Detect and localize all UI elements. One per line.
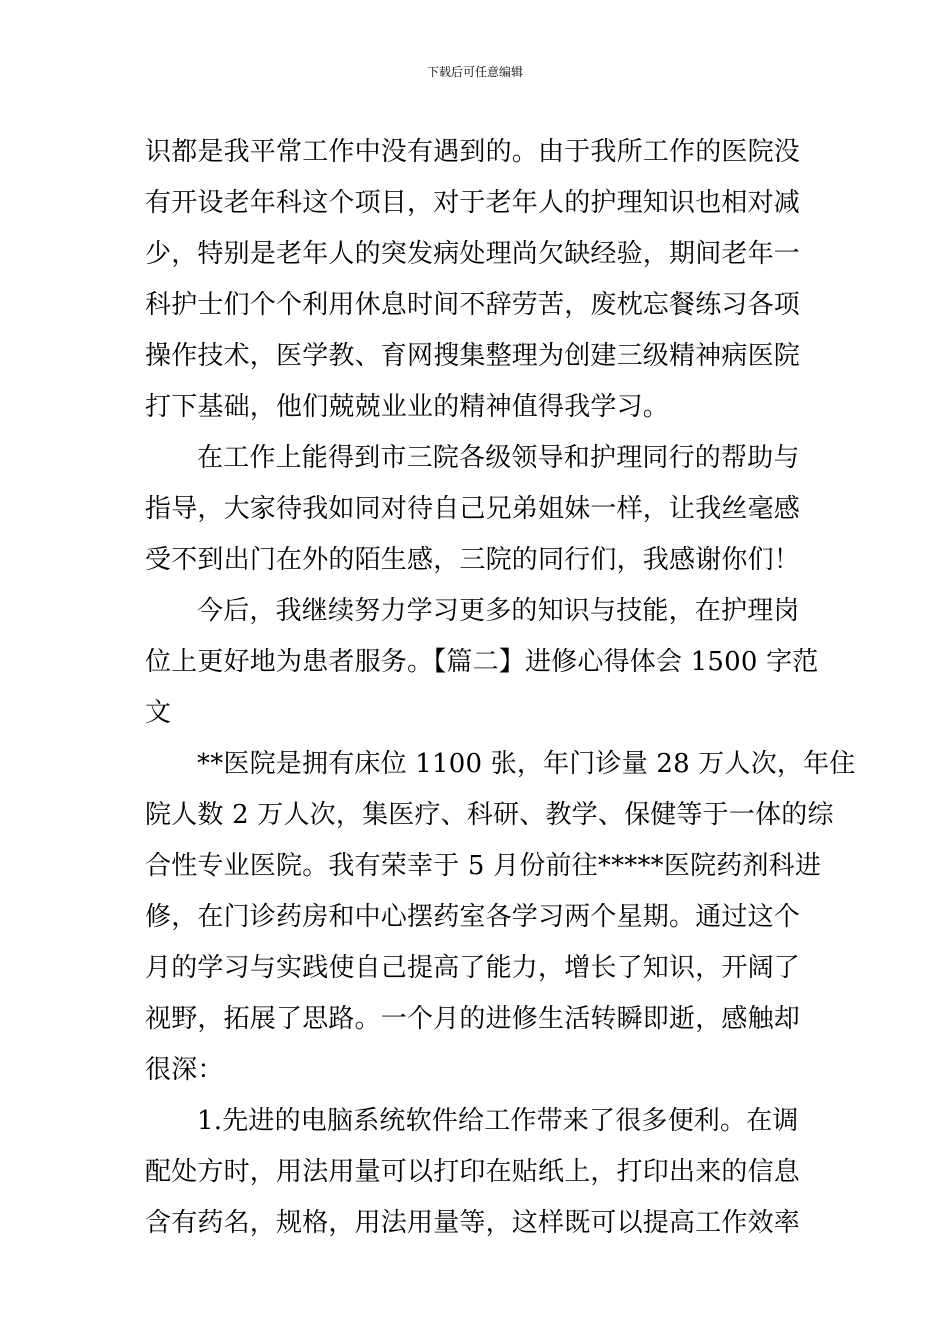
text-line: 有开设老年科这个项目，对于老年人的护理知识也相对减 [145, 188, 801, 218]
text-line: 指导，大家待我如同对待自己兄弟姐妹一样，让我丝毫感 [145, 494, 801, 524]
text-line: 月的学习与实践使自己提高了能力，增长了知识，开阔了 [145, 953, 801, 983]
text-line: 操作技术，医学教、育网搜集整理为创建三级精神病医院 [145, 341, 801, 371]
page-header: 下载后可任意编辑 [426, 65, 523, 79]
text-line: 配处方时，用法用量可以打印在贴纸上，打印出来的信息 [145, 1157, 801, 1187]
text-line: 少，特别是老年人的突发病处理尚欠缺经验，期间老年一 [145, 239, 801, 269]
text-line: 识都是我平常工作中没有遇到的。由于我所工作的医院没 [145, 137, 801, 167]
text-line: 院人数 2 万人次，集医疗、科研、教学、保健等于一体的综 [145, 800, 834, 830]
text-line: 位上更好地为患者服务。【篇二】进修心得体会 1500 字范 [145, 647, 819, 677]
document-body [145, 127, 856, 1249]
text-line: 修，在门诊药房和中心摆药室各学习两个星期。通过这个 [145, 902, 801, 932]
paragraph-first-line: 在工作上能得到市三院各级领导和护理同行的帮助与 [197, 443, 800, 473]
paragraph-first-line: 今后，我继续努力学习更多的知识与技能，在护理岗 [197, 596, 800, 626]
text-line: 科护士们个个利用休息时间不辞劳苦，废枕忘餐练习各项 [145, 290, 801, 320]
text-line: 合性专业医院。我有荣幸于 5 月份前往*****医院药剂科进 [145, 851, 822, 881]
text-line: 很深： [145, 1055, 224, 1085]
paragraph-first-line: **医院是拥有床位 1100 张，年门诊量 28 万人次，年住 [197, 749, 856, 779]
paragraph-first-line: 1.先进的电脑系统软件给工作带来了很多便利。在调 [197, 1106, 799, 1136]
text-line: 文 [145, 698, 172, 728]
text-line: 打下基础，他们兢兢业业的精神值得我学习。 [145, 392, 670, 422]
text-line: 含有药名，规格，用法用量等，这样既可以提高工作效率 [145, 1208, 801, 1238]
text-line: 受不到出门在外的陌生感，三院的同行们，我感谢你们！ [145, 545, 801, 575]
text-line: 视野，拓展了思路。一个月的进修生活转瞬即逝，感触却 [145, 1004, 801, 1034]
